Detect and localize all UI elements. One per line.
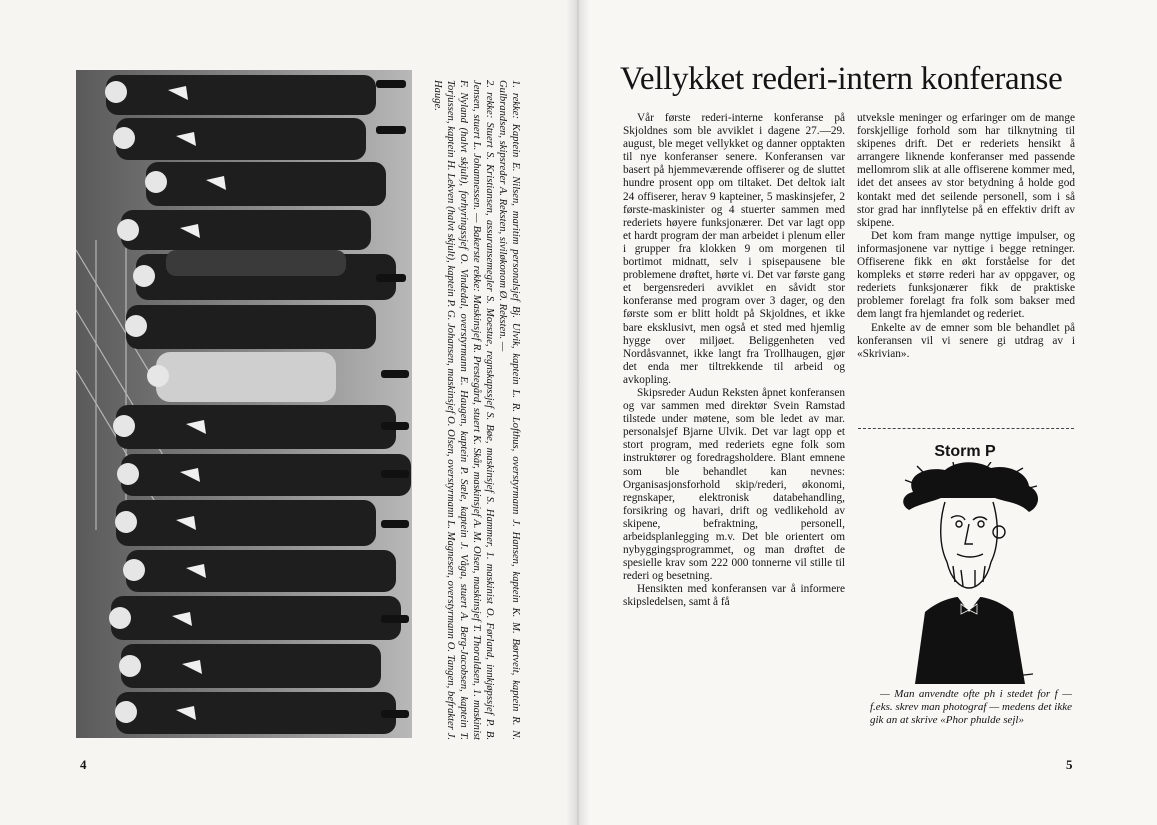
article-column-right: [857, 112, 1075, 432]
article-paragraph-5: Det kom fram mange nyttige impulser, og informasjonene var nyttige i begge retninger. Offiserene fikk en økt forståelse for det kompleks et større rederi har av oppgaver, og rederiets funksjonærer fikk de praktiske problemer forelagt fra folk som bakser med dem langt fra hjemlandet og rederiet.: [857, 229, 1075, 321]
article-paragraph-3: Hensikten med konferansen var å informere skipsledelsen, samt å få: [623, 583, 845, 609]
cartoon-caption-text: — Man anvendte ofte ph i stedet for f — f.eks. skrev man photograf — medens det ikke gik an at skrive «Phor phulde sejl»: [870, 688, 1072, 726]
article-paragraph-4: utveksle meninger og erfaringer om de mange forskjellige forhold som har tilknytning til skipenes drift. Det er rederiets hensikt å arrangere liknende konferanser med passende mellomrom slik at alle offiserene kommer med, idet det ansees av stor betydning å holde god kontakt med det seilende personell, som i så stor grad har innflytelse på en effektiv drift av skipene.: [857, 112, 1075, 229]
section-divider: [858, 428, 1074, 429]
caption-row-2: 2. rekke: Stuert S. Kristiansen, assuransemegler S. Moestue, regnskapssjef S. Bøe, maskinsjef S. Hammer, 1. maskinist O. Førland, innkjøpssjef P. B. Jensen, stuert L. Johannessen. — Bakerste rekke: Maskinsjef R. Prestegård, stuert K. Skår, maskinsjef A. M. Olsen, maskinsjef T. Thoraldsen, 1. maskinist F. Nyland (halvt skjult), forhyringssjef O. Vindedal, overstyrmann E. Haugen, kaptein P. Sæle, kaptein J. Våga, stuert A. Berg-Jacobsen, kaptein T. Torjussen, kaptein H. Lekven (halvt skjult), kaptein P. G. Johansen, maskinsjef O. Olsen, overstyrmann L. Magnesen, overstyrmann O. Tangen, befrakter J. Hauge.: [432, 80, 495, 740]
page-number-left: 4: [80, 757, 87, 772]
article-title: Vellykket rederi-intern konferanse: [620, 61, 1063, 97]
article-paragraph-6: Enkelte av de emner som ble behandlet på konferansen vil vi senere gi utdrag av i «Skrivian».: [857, 321, 1075, 360]
article-column-left: [623, 112, 845, 744]
article-paragraph-1: Vår første rederi-interne konferanse på Skjoldnes som ble avviklet i dagene 27.—29. august, ble meget vellykket og danner opptakten til nye konferanser senere. Konferansen var basert på hjemmeværende offiserer og de sluttet hundre prosent opp om tiltaket. Det deltok ialt 24 offiserer, herav 9 kapteiner, 5 maskinsjefer, 2 første-maskinister og 4 stuerter sammen med rederiets høyere funksjonærer. Det var lagt opp et hardt program der man arbeidet i plenum eller i grupper fra klokken 9 om morgenen til bortimot midnatt, selv i spisepausene ble problemene drøftet, hørte vi. Det var første gang et bergensrederi avviklet en såvidt stor konferanse med program over 3 dager, og den første som er blitt holdt på Skjoldnes, et ikke bare eksklusivt, men også et sted med hjemlig hygge over miljøet. Beliggenheten ved Nordåsvannet, ikke langt fra Trollhaugen, gjør det enda mer tiltrekkende til arbeid og avkopling.: [623, 112, 845, 386]
cartoon-title: Storm P: [934, 443, 996, 460]
page-number-right: 5: [1066, 757, 1073, 772]
caption-row-1: 1. rekke: Kaptein E. Nilsen, maritim personalsjef Bj. Ulvik, kaptein L. R. Lofthus, overstyrmann J. Hansen, kaptein K. M. Børtveit, kaptein R. N. Gulbrandsen, skipsreder A. Reksten, siviløkonom Ø. Reksten. —: [497, 80, 521, 740]
left-page: [0, 0, 578, 825]
article-paragraph-2: Skipsreder Audun Reksten åpnet konferansen og var sammen med direktør Svein Ramstad tilstede under møtene, som ble ledet av mar. personalsjef Bjarne Ulvik. Det var lagt opp et stort program, med rederiets egne folk som instruktører og foredragsholdere. Blant emnene som ble behandlet kan nevnes: Organisasjonsforhold skip/rederi, økonomi, regnskaper, elektronisk databehandling, forsikring og havari, drift og vedlikehold av skipene, befraktning, personell, arbeidsplanlegging m.v. Det ble orientert om nybyggingsprogrammet, og man drøftet de spesielle krav som 222 000 tonnerne vil stille til rederi og besetning.: [623, 386, 845, 583]
cartoon-caption: [870, 688, 1072, 727]
storm-p-cartoon: [895, 462, 1045, 684]
photo-caption: [418, 80, 522, 740]
group-photo-image: [76, 70, 412, 738]
page-gutter: [566, 0, 590, 825]
group-photo: [76, 70, 412, 738]
